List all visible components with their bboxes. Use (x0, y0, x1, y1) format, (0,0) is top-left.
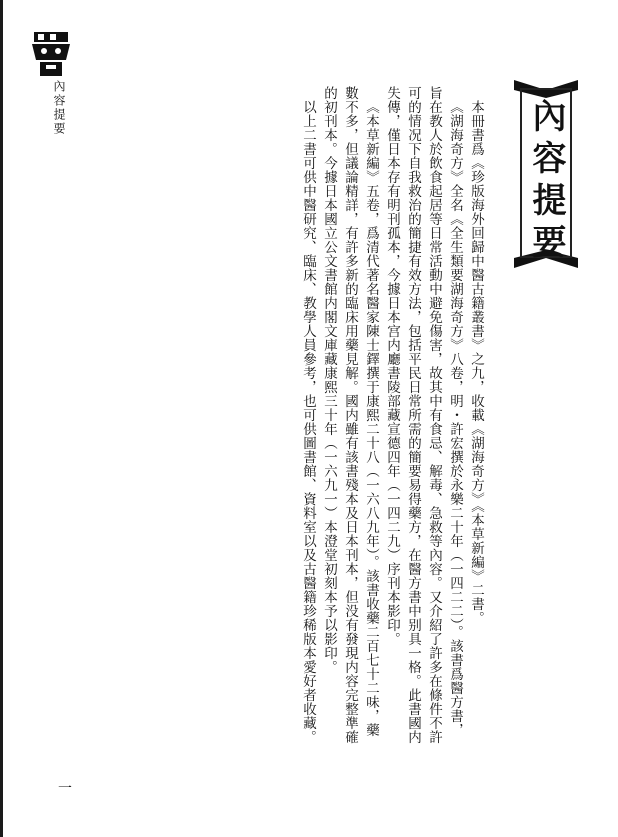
page-edge-border (0, 0, 3, 837)
summary-body (297, 86, 486, 746)
paragraph-audience: 以上二書可供中醫研究、臨床、教學人員參考，也可供圖書館、資料室以及古醫籍珍稀版本愛好者收藏。 (300, 99, 316, 744)
emblem-logo-icon (28, 30, 74, 78)
running-header-label: 內容提要 (52, 80, 66, 136)
page-number: 一 (58, 781, 72, 797)
paragraph-bencao-xinbian: 《本草新編》五卷，爲清代著名醫家陳士鐸撰于康熙二十八（一六八九年）。該書收藥二百七十二味，藥數不多，但議論精詳，有許多新的臨床用藥見解。國内雖有該書殘本及日本刊本，但没有發現内容完整準確的初刊本。今據日本國立公文書館内閣文庫藏康熙三十年（一六九一）本澄堂初刻本予以影印。 (321, 86, 379, 744)
paragraph-intro: 本冊書爲《珍版海外回歸中醫古籍叢書》之九，收載《湖海奇方》《本草新編》二書。 (468, 99, 484, 625)
page-title: 內容提要 (526, 98, 566, 266)
paragraph-huhai-qifang: 《湖海奇方》全名《全生類要湖海奇方》八卷，明・許宏撰於永樂二十年（一四二二）。該書爲醫方書，旨在教人於飲食起居等日常活動中避免傷害，故其中有食忌、解毒、急救等內容。又介紹了許多在條件不許可的情况下自我救治的簡捷有效方法，包括平民日常所需的簡要易得藥方，在醫方書中别具一格。此書國内失傳，僅日本存有明刊孤本，今據日本宫内廳書陵部藏宣德四年（一四二九）序刊本影印。 (384, 86, 463, 744)
title-panel (508, 76, 584, 272)
